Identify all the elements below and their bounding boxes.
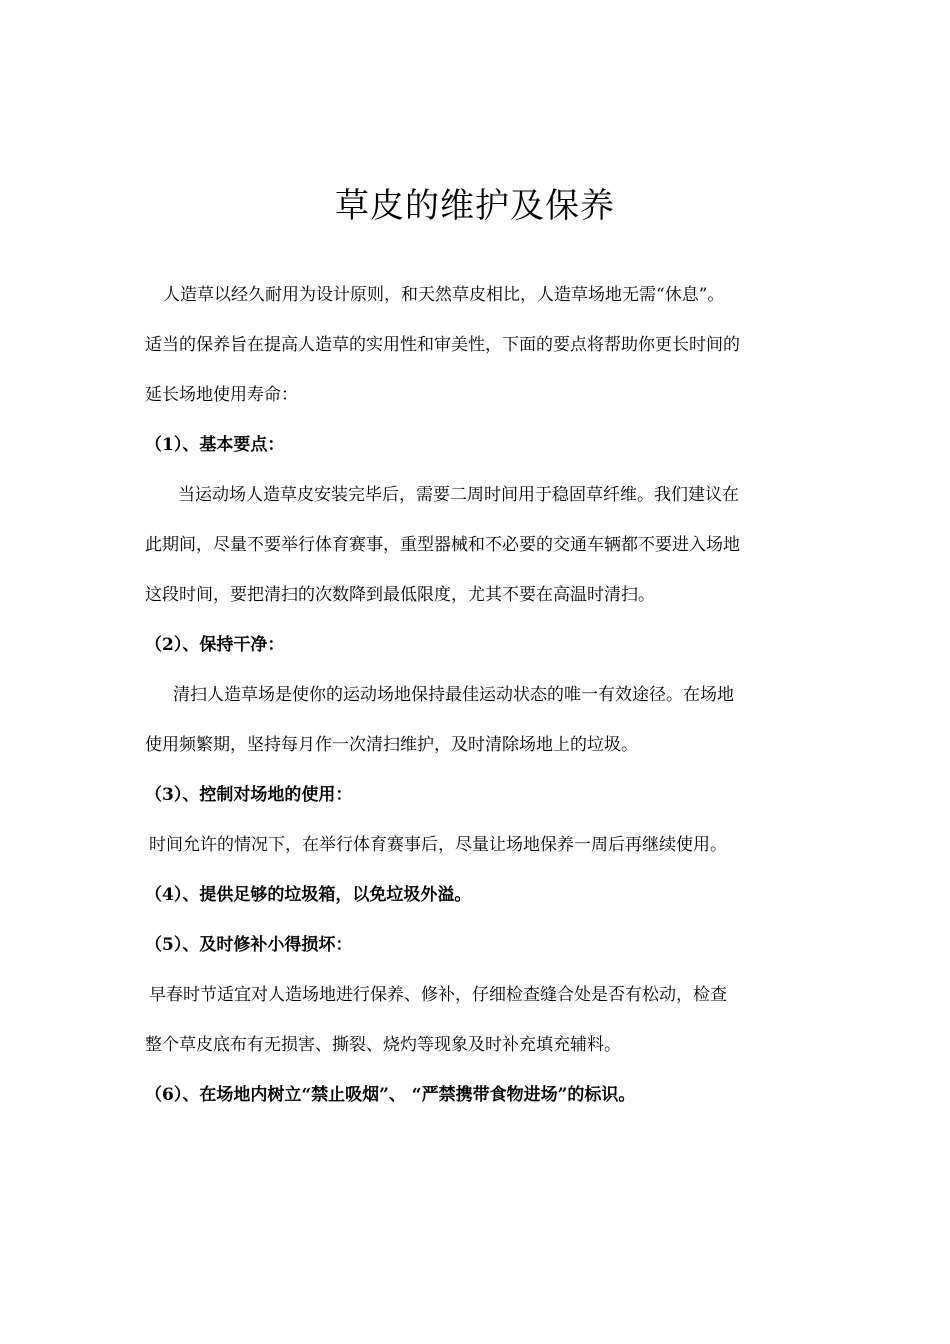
section-1-line: 这段时间，要把清扫的次数降到最低限度，尤其不要在高温时清扫。 xyxy=(145,585,655,605)
section-5-line: 早春时节适宜对人造场地进行保养、修补，仔细检查缝合处是否有松动，检查 xyxy=(149,985,727,1005)
section-heading-1: （1）、基本要点： xyxy=(145,435,285,455)
document-title: 草皮的维护及保养 xyxy=(335,186,615,226)
section-heading-3: （3）、控制对场地的使用： xyxy=(145,785,353,805)
section-heading-6: （6）、在场地内树立“禁止吸烟”、 “严禁携带食物进场”的标识。 xyxy=(145,1085,636,1105)
intro-line: 延长场地使用寿命： xyxy=(145,385,298,405)
section-1-line: 当运动场人造草皮安装完毕后，需要二周时间用于稳固草纤维。我们建议在 xyxy=(178,485,739,505)
section-1-line: 此期间，尽量不要举行体育赛事，重型器械和不必要的交通车辆都不要进入场地 xyxy=(145,535,740,555)
intro-line: 人造草以经久耐用为设计原则，和天然草皮相比，人造草场地无需“休息”。 xyxy=(163,285,725,305)
document-body xyxy=(145,270,810,1120)
section-2-line: 清扫人造草场是使你的运动场地保持最佳运动状态的唯一有效途径。在场地 xyxy=(173,685,734,705)
section-heading-2: （2）、保持干净： xyxy=(145,635,285,655)
section-heading-4: （4）、提供足够的垃圾箱，以免垃圾外溢。 xyxy=(145,885,472,905)
intro-line: 适当的保养旨在提高人造草的实用性和审美性，下面的要点将帮助你更长时间的 xyxy=(145,335,740,355)
section-3-line: 时间允许的情况下，在举行体育赛事后，尽量让场地保养一周后再继续使用。 xyxy=(149,835,727,855)
section-5-line: 整个草皮底布有无损害、撕裂、烧灼等现象及时补充填充辅料。 xyxy=(145,1035,621,1055)
section-heading-5: （5）、及时修补小得损坏： xyxy=(145,935,353,955)
section-2-line: 使用频繁期，坚持每月作一次清扫维护，及时清除场地上的垃圾。 xyxy=(145,735,638,755)
